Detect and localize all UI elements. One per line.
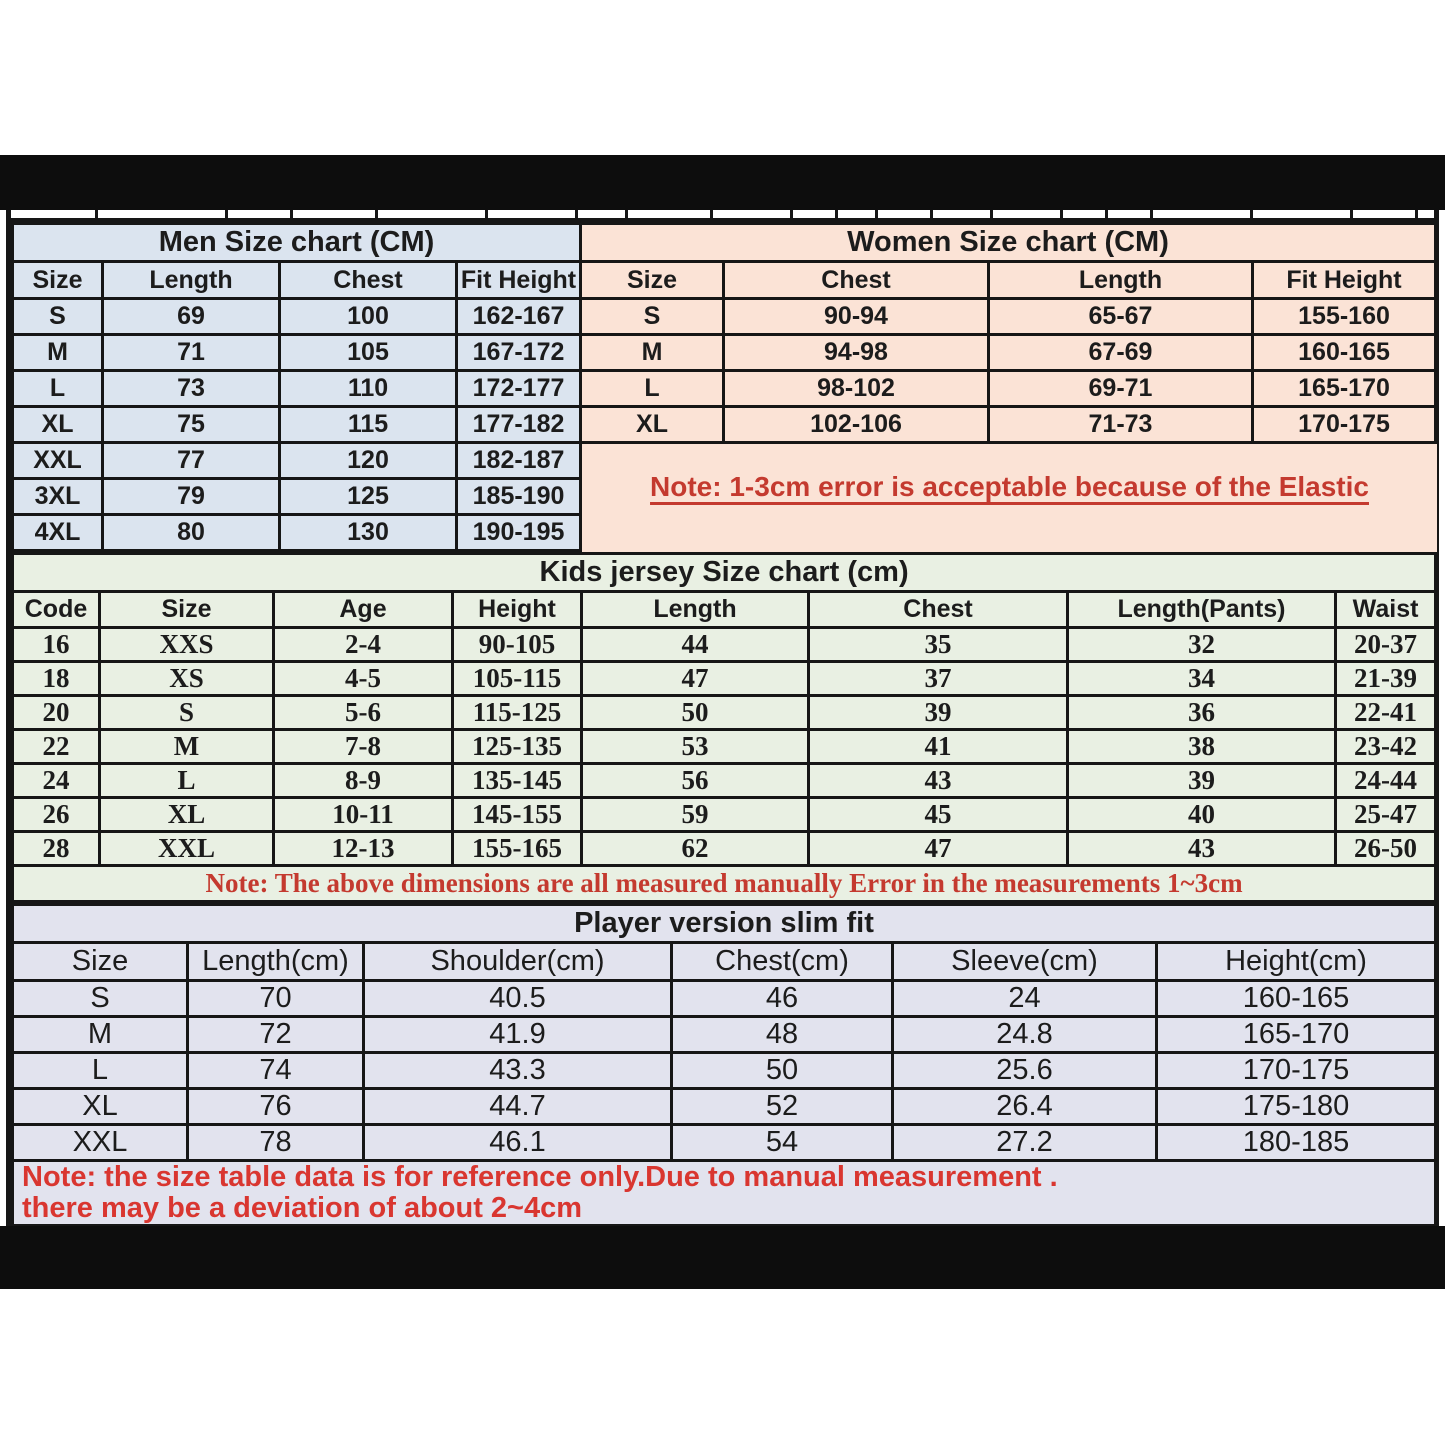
grid-tick: [1150, 210, 1153, 218]
table-cell: 25-47: [1336, 798, 1436, 832]
column-header: Chest(cm): [672, 943, 893, 981]
table-cell: S: [13, 299, 103, 335]
table-cell: 41: [809, 730, 1068, 764]
table-cell: 79: [103, 479, 280, 515]
table-cell: XXL: [100, 832, 274, 866]
table-cell: 50: [672, 1053, 893, 1089]
table-row: [13, 1161, 1436, 1226]
column-header: Length: [582, 592, 809, 628]
grid-tick: [1105, 210, 1108, 218]
table-cell: 5-6: [274, 696, 453, 730]
table-cell: 76: [188, 1089, 364, 1125]
table-cell: 26-50: [1336, 832, 1436, 866]
table-cell: 12-13: [274, 832, 453, 866]
table-cell: 10-11: [274, 798, 453, 832]
table-cell: 172-177: [457, 371, 581, 407]
table-cell: 165-170: [1157, 1017, 1436, 1053]
table-cell: 20-37: [1336, 628, 1436, 662]
table-cell: 4-5: [274, 662, 453, 696]
women-note-text: Note: 1-3cm error is acceptable because of the Elastic: [650, 471, 1369, 502]
column-header: Chest: [724, 262, 989, 299]
table-row: [13, 1017, 1436, 1053]
grid-tick: [575, 210, 578, 218]
table-cell: L: [13, 1053, 188, 1089]
women-size-table: [579, 222, 1437, 444]
table-cell: 67-69: [989, 335, 1253, 371]
grid-tick: [930, 210, 933, 218]
table-cell: 53: [582, 730, 809, 764]
table-cell: M: [13, 335, 103, 371]
player-table-title: Player version slim fit: [13, 905, 1436, 943]
grid-tick: [375, 210, 378, 218]
table-cell: XL: [13, 407, 103, 443]
grid-tick: [1350, 210, 1353, 218]
table-cell: 46: [672, 981, 893, 1017]
table-row: [13, 224, 581, 262]
table-row: [13, 407, 581, 443]
table-cell: 145-155: [453, 798, 582, 832]
table-row: [13, 515, 581, 551]
table-row: [13, 798, 1436, 832]
men-size-table: [11, 222, 582, 552]
table-cell: 167-172: [457, 335, 581, 371]
table-cell: 62: [582, 832, 809, 866]
table-cell: 77: [103, 443, 280, 479]
player-version-table: [11, 903, 1437, 1227]
grid-tick: [875, 210, 878, 218]
table-cell: 46.1: [364, 1125, 672, 1161]
table-cell: 27.2: [893, 1125, 1157, 1161]
table-row: [13, 696, 1436, 730]
table-cell: 43: [809, 764, 1068, 798]
column-header: Age: [274, 592, 453, 628]
table-cell: 70: [188, 981, 364, 1017]
top-black-band: [0, 155, 1445, 210]
table-cell: 16: [13, 628, 100, 662]
table-row: [13, 662, 1436, 696]
table-row: [13, 764, 1436, 798]
table-cell: 25.6: [893, 1053, 1157, 1089]
table-cell: 36: [1068, 696, 1336, 730]
table-cell: 155-165: [453, 832, 582, 866]
table-cell: XL: [13, 1089, 188, 1125]
table-cell: 170-175: [1157, 1053, 1436, 1089]
grid-tick: [710, 210, 713, 218]
table-cell: 4XL: [13, 515, 103, 551]
table-cell: 37: [809, 662, 1068, 696]
table-row: [13, 299, 581, 335]
column-header: Sleeve(cm): [893, 943, 1157, 981]
table-cell: 32: [1068, 628, 1336, 662]
men-women-section: [11, 222, 1434, 552]
table-cell: L: [13, 371, 103, 407]
table-cell: 125: [280, 479, 457, 515]
table-cell: S: [581, 299, 724, 335]
table-cell: M: [581, 335, 724, 371]
grid-tick: [1060, 210, 1063, 218]
table-cell: 56: [582, 764, 809, 798]
grid-tick: [1415, 210, 1418, 218]
player-note-line1: Note: the size table data is for reference only.Due to manual measurement .: [22, 1161, 1058, 1193]
table-cell: 59: [582, 798, 809, 832]
table-cell: XS: [100, 662, 274, 696]
table-row: [581, 224, 1436, 262]
column-header: Waist: [1336, 592, 1436, 628]
table-cell: 71: [103, 335, 280, 371]
table-cell: 54: [672, 1125, 893, 1161]
table-cell: 2-4: [274, 628, 453, 662]
table-cell: 20: [13, 696, 100, 730]
table-row: [13, 443, 581, 479]
table-cell: 185-190: [457, 479, 581, 515]
column-header: Code: [13, 592, 100, 628]
table-row: [13, 1125, 1436, 1161]
grid-tick: [990, 210, 993, 218]
table-row: [581, 335, 1436, 371]
table-cell: 115-125: [453, 696, 582, 730]
table-cell: M: [100, 730, 274, 764]
table-cell: 165-170: [1253, 371, 1436, 407]
table-cell: XXL: [13, 1125, 188, 1161]
table-row: [13, 730, 1436, 764]
table-cell: 21-39: [1336, 662, 1436, 696]
grid-tick: [835, 210, 838, 218]
column-header: Length(Pants): [1068, 592, 1336, 628]
table-cell: 47: [582, 662, 809, 696]
table-cell: 40: [1068, 798, 1336, 832]
table-cell: 22: [13, 730, 100, 764]
table-cell: 155-160: [1253, 299, 1436, 335]
column-header: Length: [103, 262, 280, 299]
table-cell: XL: [581, 407, 724, 443]
table-cell: L: [581, 371, 724, 407]
column-header: Chest: [809, 592, 1068, 628]
women-size-chart: [579, 222, 1437, 552]
table-row: [13, 479, 581, 515]
table-row: [13, 262, 581, 299]
table-cell: 39: [1068, 764, 1336, 798]
column-header: Height(cm): [1157, 943, 1436, 981]
cropped-row-ticks-top: [11, 210, 1434, 218]
table-row: [13, 628, 1436, 662]
table-cell: S: [13, 981, 188, 1017]
table-row: [13, 905, 1436, 943]
table-cell: 177-182: [457, 407, 581, 443]
column-header: Fit Height: [1253, 262, 1436, 299]
table-cell: 43: [1068, 832, 1336, 866]
table-cell: 24.8: [893, 1017, 1157, 1053]
table-cell: 35: [809, 628, 1068, 662]
table-row: [13, 943, 1436, 981]
table-cell: 3XL: [13, 479, 103, 515]
table-cell: 47: [809, 832, 1068, 866]
table-cell: 170-175: [1253, 407, 1436, 443]
table-row: [581, 262, 1436, 299]
table-cell: 18: [13, 662, 100, 696]
table-cell: 24-44: [1336, 764, 1436, 798]
table-row: [13, 1053, 1436, 1089]
table-cell: 90-94: [724, 299, 989, 335]
column-header: Length(cm): [188, 943, 364, 981]
column-header: Shoulder(cm): [364, 943, 672, 981]
table-cell: 175-180: [1157, 1089, 1436, 1125]
table-cell: 52: [672, 1089, 893, 1125]
table-row: [581, 299, 1436, 335]
bottom-black-band: [0, 1226, 1445, 1289]
table-row: [13, 832, 1436, 866]
table-cell: 22-41: [1336, 696, 1436, 730]
table-row: [13, 981, 1436, 1017]
table-cell: 7-8: [274, 730, 453, 764]
table-cell: 41.9: [364, 1017, 672, 1053]
table-cell: M: [13, 1017, 188, 1053]
table-cell: XXS: [100, 628, 274, 662]
table-cell: 43.3: [364, 1053, 672, 1089]
table-cell: L: [100, 764, 274, 798]
table-cell: 190-195: [457, 515, 581, 551]
column-header: Height: [453, 592, 582, 628]
table-cell: S: [100, 696, 274, 730]
kids-note-text: Note: The above dimensions are all measured manually Error in the measurements 1~3cm: [13, 866, 1436, 902]
grid-tick: [1250, 210, 1253, 218]
table-row: [13, 554, 1436, 592]
column-header: Size: [581, 262, 724, 299]
women-note-area: [579, 444, 1437, 552]
table-cell: 102-106: [724, 407, 989, 443]
table-cell: 50: [582, 696, 809, 730]
table-cell: 74: [188, 1053, 364, 1089]
table-cell: 135-145: [453, 764, 582, 798]
player-note-line2: there may be a deviation of about 2~4cm: [22, 1192, 583, 1224]
table-row: [13, 866, 1436, 902]
grid-tick: [95, 210, 98, 218]
table-cell: 48: [672, 1017, 893, 1053]
table-cell: 8-9: [274, 764, 453, 798]
table-cell: 65-67: [989, 299, 1253, 335]
table-cell: 24: [893, 981, 1157, 1017]
column-header: Size: [13, 262, 103, 299]
table-cell: 72: [188, 1017, 364, 1053]
table-row: [581, 407, 1436, 443]
women-table-title: Women Size chart (CM): [581, 224, 1436, 262]
table-cell: 69-71: [989, 371, 1253, 407]
grid-tick: [790, 210, 793, 218]
table-cell: 162-167: [457, 299, 581, 335]
kids-size-table: [11, 552, 1437, 903]
table-cell: 90-105: [453, 628, 582, 662]
table-cell: 26.4: [893, 1089, 1157, 1125]
table-cell: 182-187: [457, 443, 581, 479]
table-cell: 98-102: [724, 371, 989, 407]
table-cell: 80: [103, 515, 280, 551]
table-cell: 120: [280, 443, 457, 479]
player-note-text: [13, 1161, 1436, 1226]
column-header: Length: [989, 262, 1253, 299]
table-cell: 94-98: [724, 335, 989, 371]
table-cell: 44.7: [364, 1089, 672, 1125]
table-cell: XL: [100, 798, 274, 832]
table-cell: XXL: [13, 443, 103, 479]
table-cell: 105: [280, 335, 457, 371]
table-cell: 125-135: [453, 730, 582, 764]
table-cell: 38: [1068, 730, 1336, 764]
men-table-title: Men Size chart (CM): [13, 224, 581, 262]
table-cell: 75: [103, 407, 280, 443]
kids-table-title: Kids jersey Size chart (cm): [13, 554, 1436, 592]
table-row: [13, 371, 581, 407]
table-cell: 39: [809, 696, 1068, 730]
column-header: Fit Height: [457, 262, 581, 299]
table-row: [13, 335, 581, 371]
column-header: Chest: [280, 262, 457, 299]
table-cell: 78: [188, 1125, 364, 1161]
size-chart-sheet: [6, 210, 1439, 1239]
table-cell: 100: [280, 299, 457, 335]
table-cell: 26: [13, 798, 100, 832]
table-cell: 69: [103, 299, 280, 335]
table-cell: 34: [1068, 662, 1336, 696]
table-cell: 45: [809, 798, 1068, 832]
table-cell: 110: [280, 371, 457, 407]
column-header: Size: [100, 592, 274, 628]
table-cell: 160-165: [1253, 335, 1436, 371]
table-row: [13, 592, 1436, 628]
table-cell: 40.5: [364, 981, 672, 1017]
table-cell: 105-115: [453, 662, 582, 696]
table-cell: 160-165: [1157, 981, 1436, 1017]
grid-tick: [485, 210, 488, 218]
table-row: [581, 371, 1436, 407]
table-cell: 23-42: [1336, 730, 1436, 764]
table-cell: 130: [280, 515, 457, 551]
table-cell: 115: [280, 407, 457, 443]
grid-tick: [625, 210, 628, 218]
men-size-chart: [11, 222, 579, 552]
grid-tick: [290, 210, 293, 218]
table-row: [13, 1089, 1436, 1125]
table-cell: 28: [13, 832, 100, 866]
column-header: Size: [13, 943, 188, 981]
table-cell: 180-185: [1157, 1125, 1436, 1161]
table-cell: 71-73: [989, 407, 1253, 443]
table-cell: 24: [13, 764, 100, 798]
table-cell: 44: [582, 628, 809, 662]
grid-tick: [225, 210, 228, 218]
table-cell: 73: [103, 371, 280, 407]
